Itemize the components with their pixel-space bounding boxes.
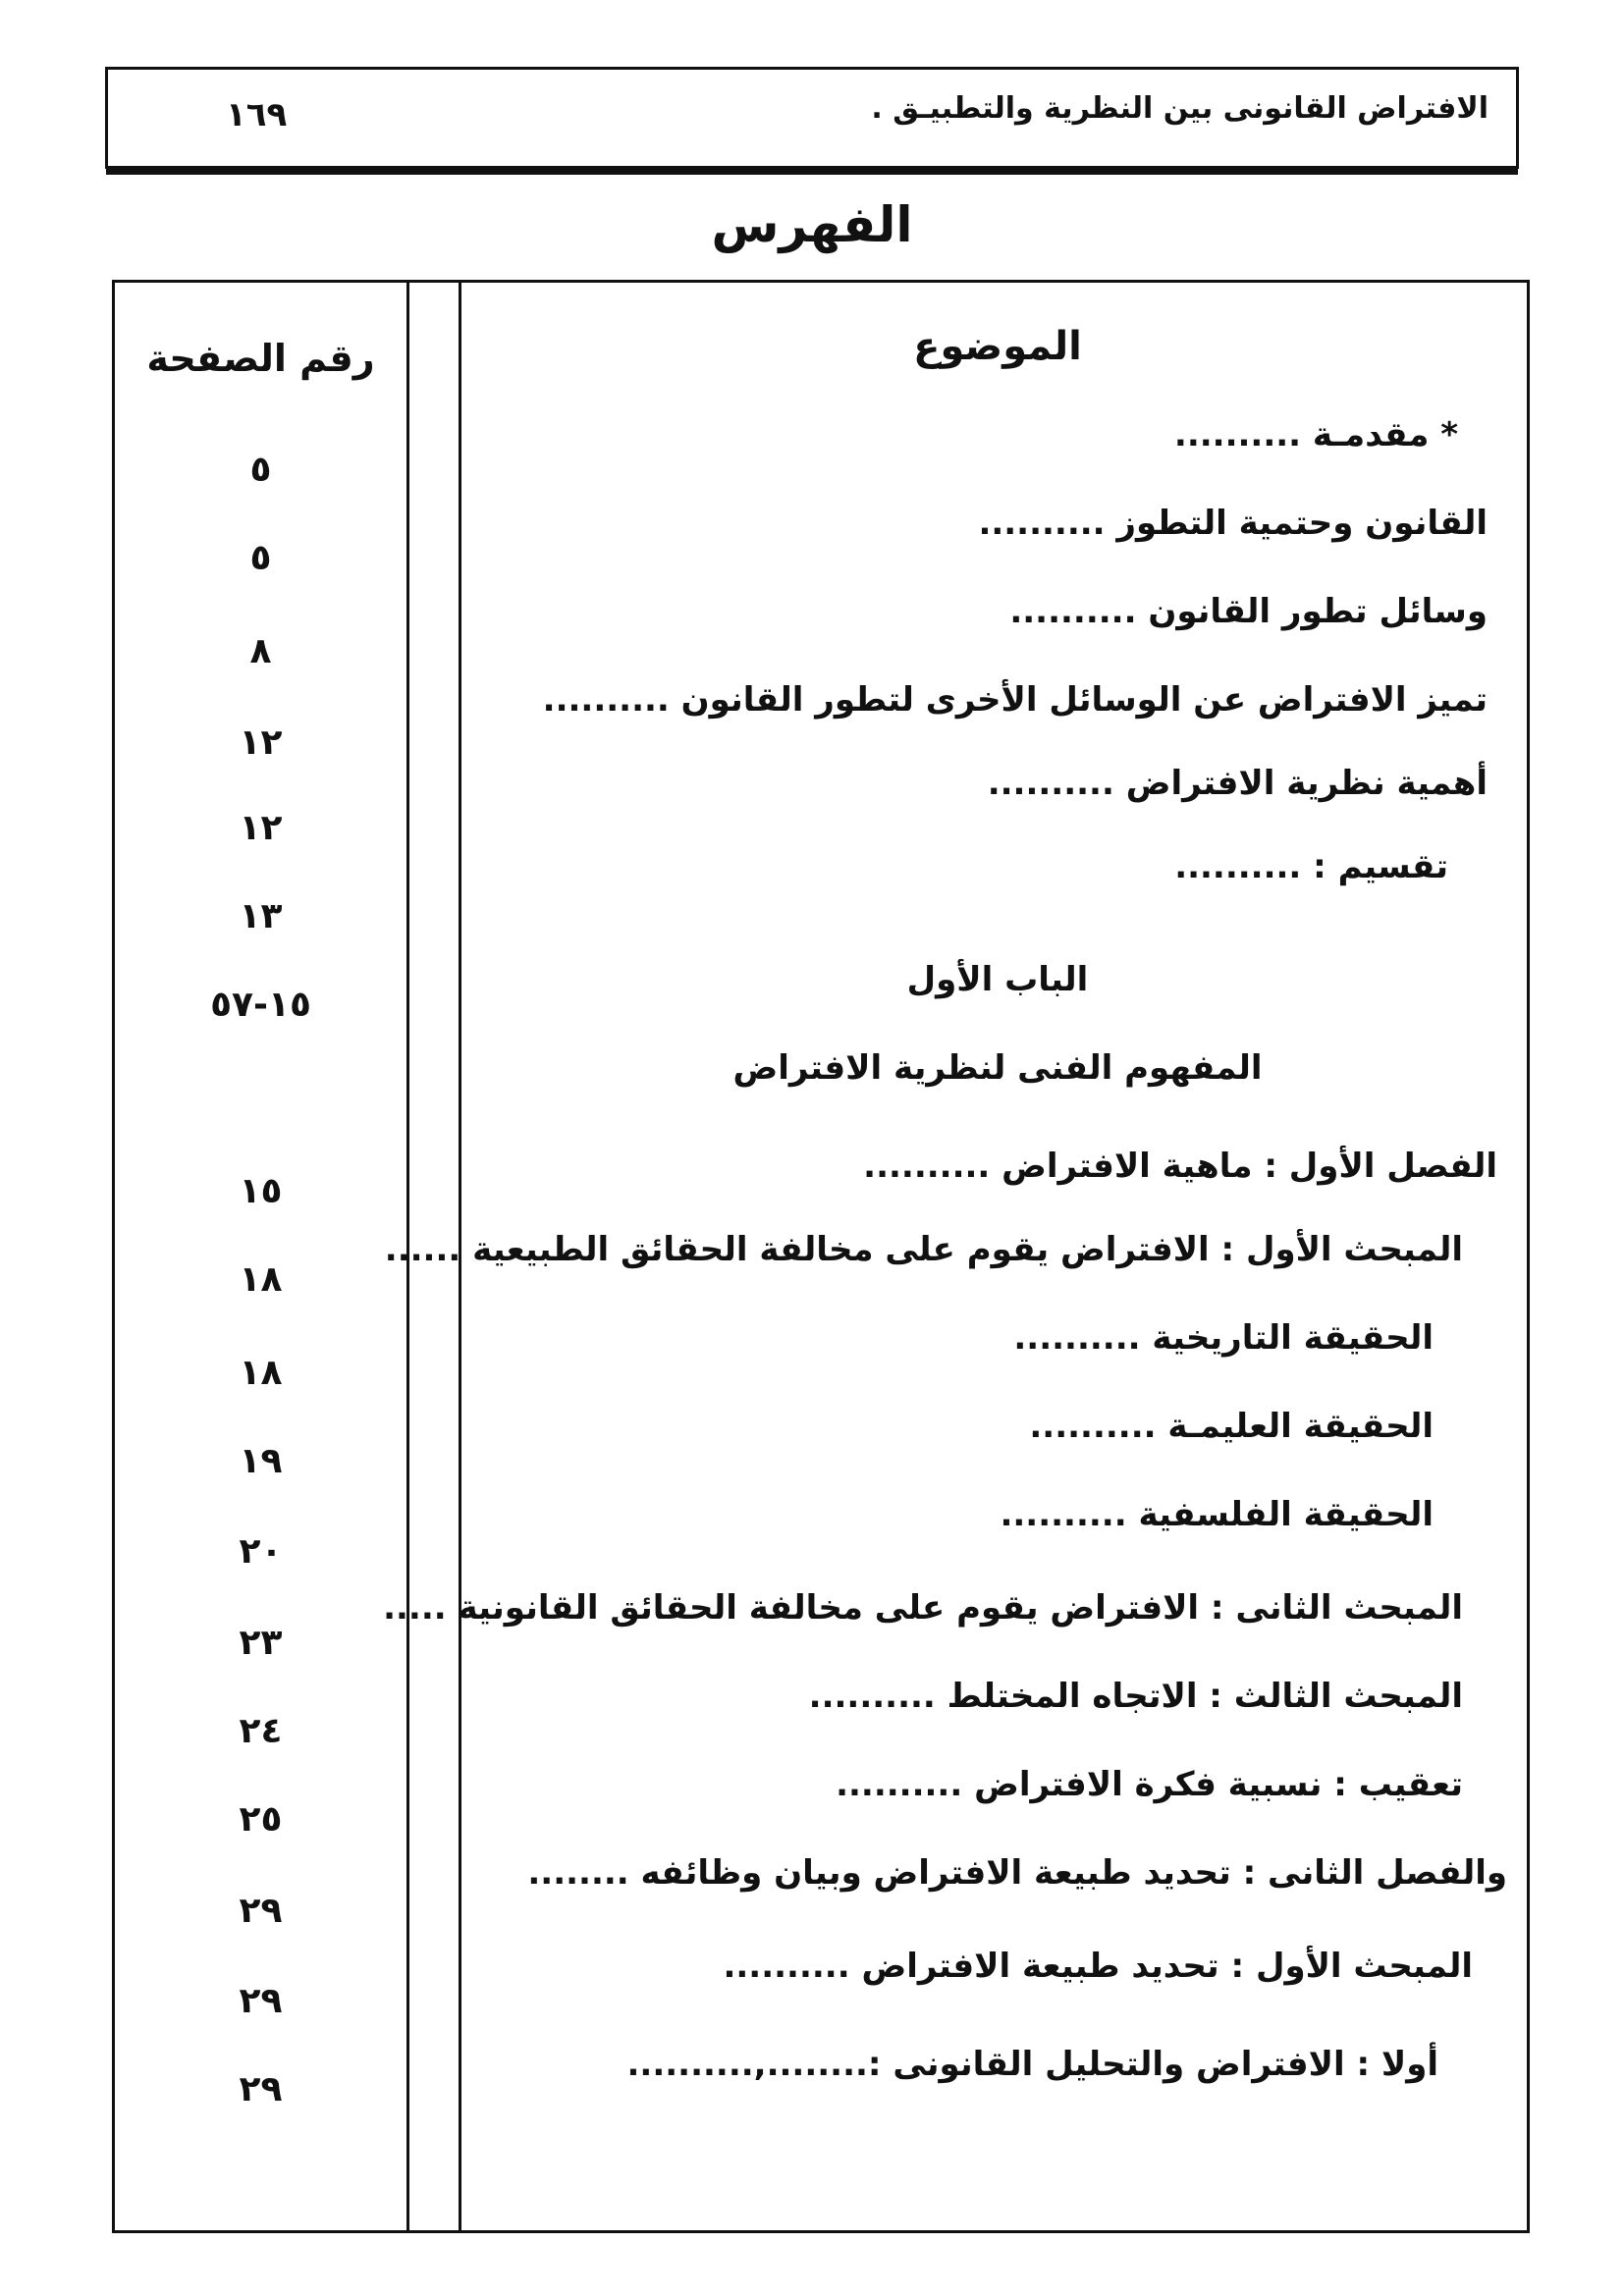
toc-row-topic: وسائل تطور القانون ..........: [1009, 592, 1488, 631]
toc-row-page: ١٢: [239, 808, 283, 848]
toc-row-topic: القانون وحتمية التطوز ..........: [978, 504, 1488, 543]
toc-row-page: ٥: [249, 450, 272, 490]
toc-row-page: ٢٣: [239, 1623, 283, 1663]
running-header: [105, 67, 1519, 169]
toc-row-topic: الحقيقة العليمـة ..........: [1029, 1407, 1434, 1446]
toc-row-page: ٨: [249, 631, 272, 671]
toc-row-topic: المبحث الثالث : الاتجاه المختلط ..........: [808, 1677, 1463, 1716]
toc-row-topic: تعقيب : نسبية فكرة الافتراض ..........: [836, 1765, 1463, 1804]
toc-row-topic: * مقدمـة ..........: [1173, 415, 1458, 454]
column-header-page: رقم الصفحة: [146, 337, 375, 380]
toc-row-topic: الحقيقة الفلسفية ..........: [1000, 1495, 1434, 1534]
section-heading: الباب الأول: [906, 960, 1089, 999]
page-title: الفهرس: [711, 196, 913, 253]
toc-row-page: ٢٩: [239, 1891, 283, 1931]
toc-row-page: ٢٩: [239, 1981, 283, 2021]
toc-table: [112, 280, 1530, 2233]
page-number: ١٦٩: [226, 95, 288, 134]
toc-row-page: ١٥-٥٧: [210, 985, 311, 1025]
toc-row-page: ٢٤: [239, 1711, 283, 1751]
toc-row-topic: تقسيم : ..........: [1174, 847, 1448, 886]
toc-row-topic: أهمية نظرية الافتراض ..........: [987, 764, 1488, 803]
toc-row-topic: الحقيقة التاريخية ..........: [1013, 1318, 1434, 1358]
toc-row-topic: المبحث الأول : تحديد طبيعة الافتراض ..........: [723, 1947, 1473, 1986]
toc-row-page: ٢٠: [239, 1531, 283, 1572]
section-subheading: المفهوم الفنى لنظرية الافتراض: [732, 1048, 1263, 1088]
toc-row-topic: المبحث الأول : الافتراض يقوم على مخالفة الحقائق الطبيعية ......: [384, 1230, 1463, 1269]
column-header-topic: الموضوع: [913, 324, 1082, 369]
toc-row-page: ٥: [249, 538, 272, 578]
toc-row-page: ١٥: [239, 1171, 283, 1211]
toc-row-page: ٢٩: [239, 2069, 283, 2109]
running-title: الافتراض القانونى بين النظرية والتطبيـق .: [871, 91, 1489, 126]
toc-row-topic: والفصل الثانى : تحديد طبيعة الافتراض وبيان وظائفه ........: [527, 1853, 1507, 1893]
toc-row-topic: تميز الافتراض عن الوسائل الأخرى لتطور القانون ..........: [542, 680, 1488, 720]
toc-row-topic: أولا : الافتراض والتحليل القانونى :........,..........: [626, 2045, 1438, 2084]
toc-row-page: ١٨: [239, 1259, 283, 1300]
toc-row-page: ١٢: [239, 722, 283, 763]
toc-row-page: ٢٥: [239, 1799, 283, 1840]
toc-row-topic: الفصل الأول : ماهية الافتراض ..........: [863, 1147, 1497, 1186]
toc-row-topic: المبحث الثانى : الافتراض يقوم على مخالفة الحقائق القانونية .....: [383, 1588, 1463, 1628]
toc-row-page: ١٨: [239, 1353, 283, 1393]
toc-row-page: ١٣: [239, 896, 283, 936]
toc-row-page: ١٩: [239, 1441, 283, 1481]
